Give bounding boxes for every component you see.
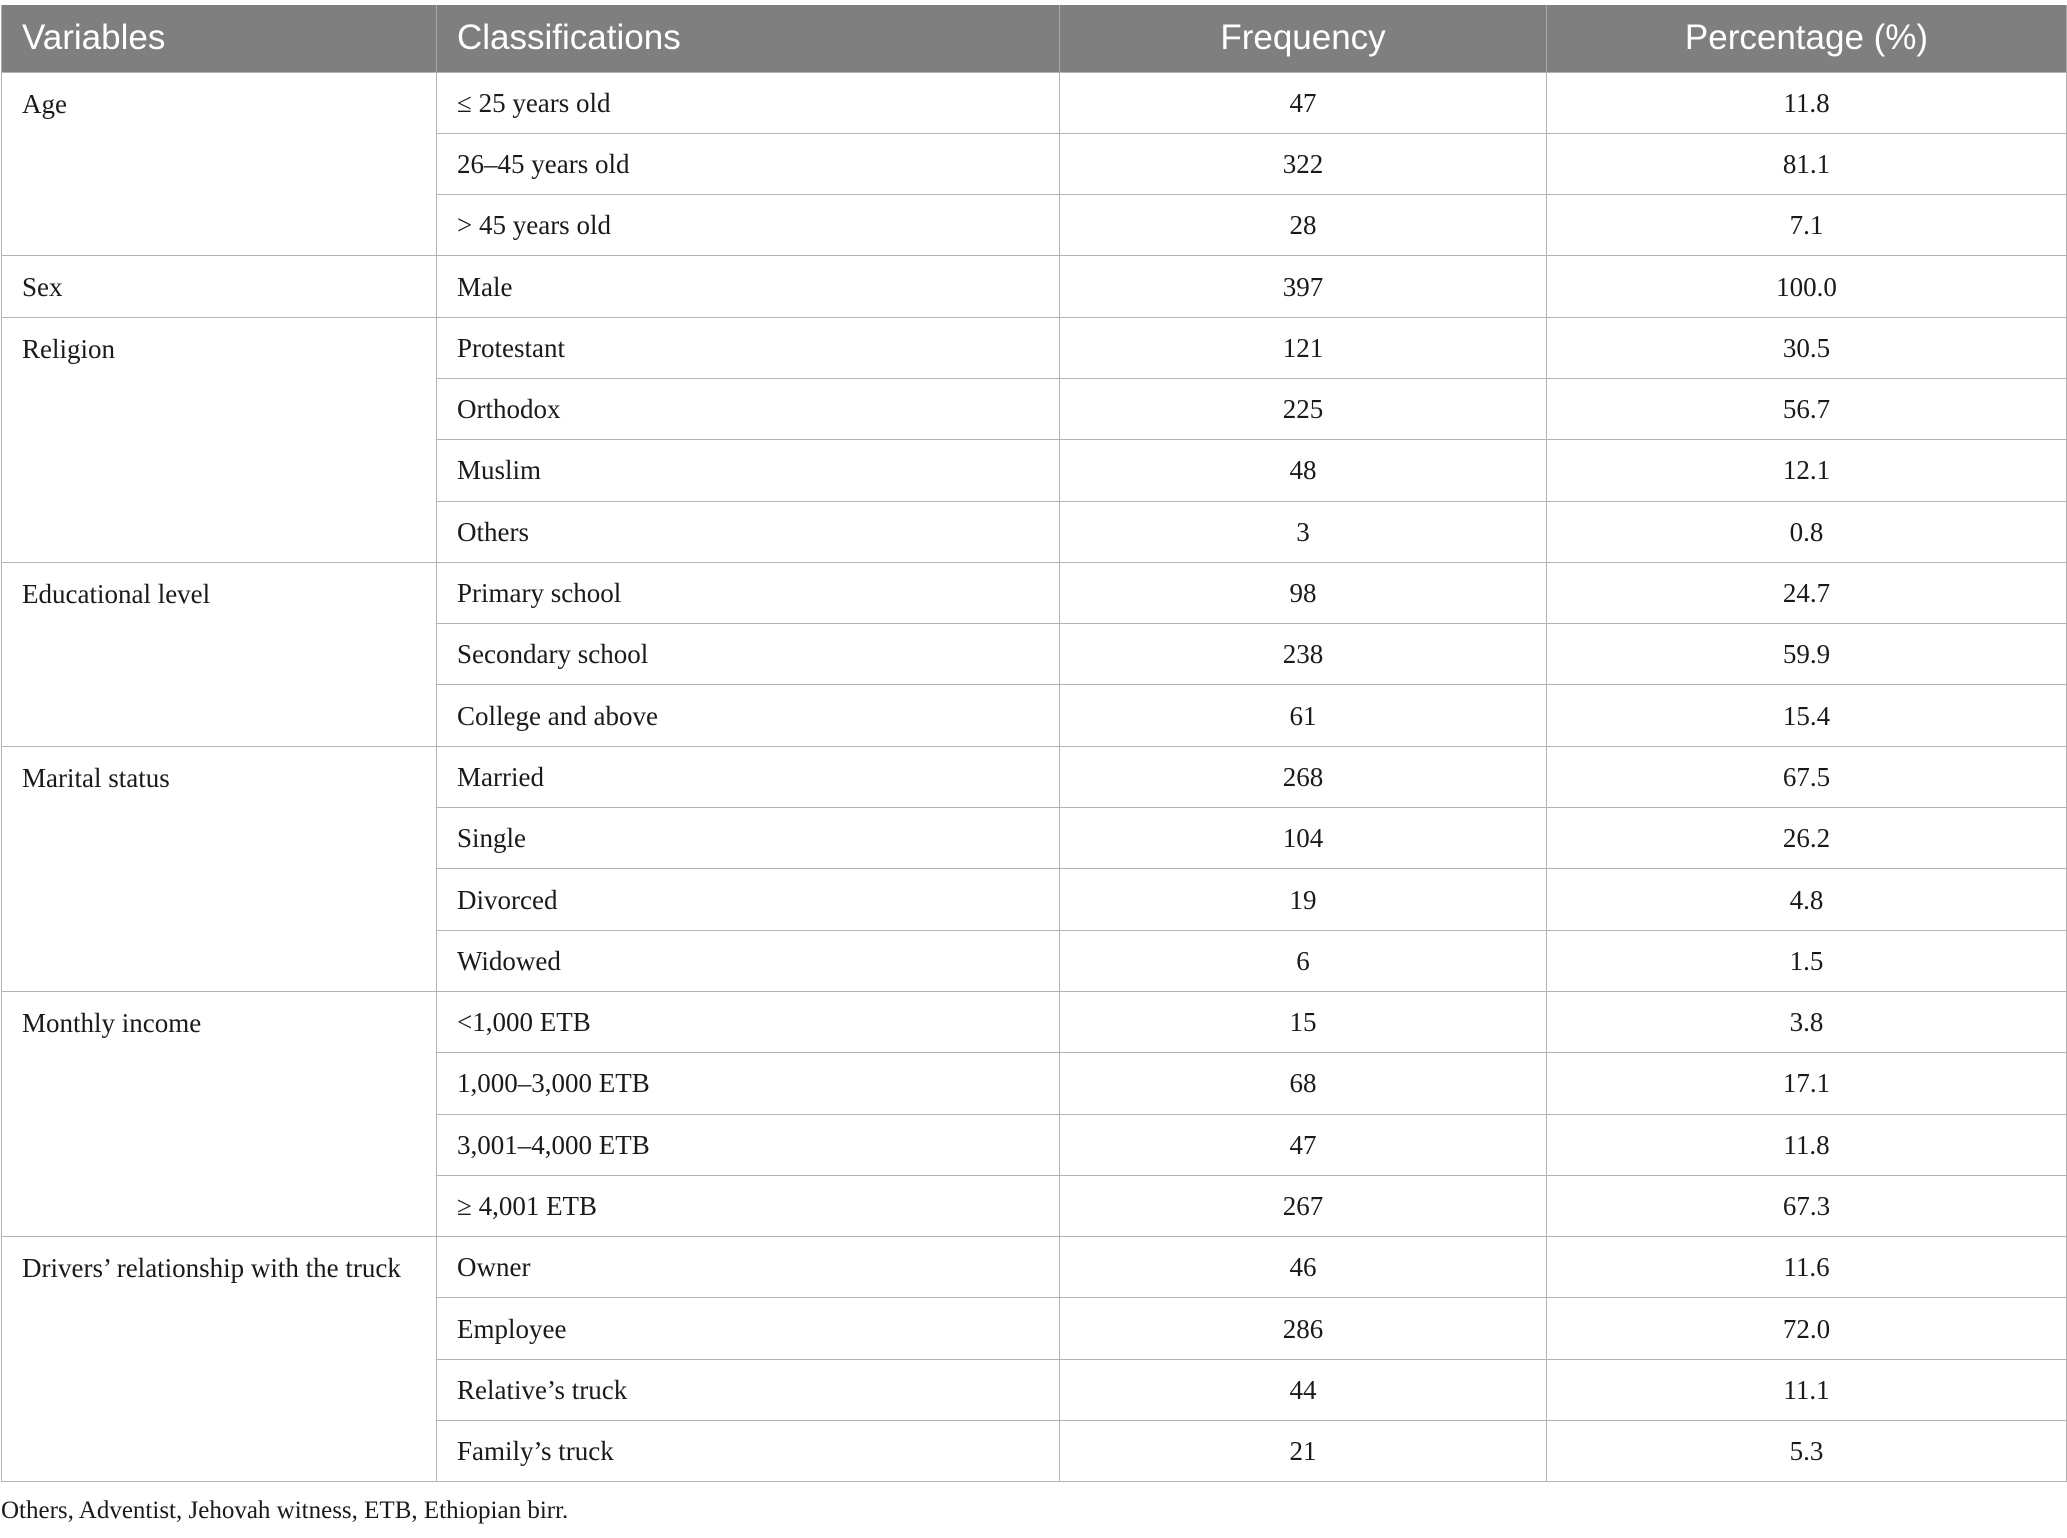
classification-cell: 1,000–3,000 ETB — [437, 1053, 1060, 1114]
frequency-cell: 268 — [1060, 746, 1547, 807]
variable-cell: Marital status — [2, 746, 437, 991]
header-variables: Variables — [2, 5, 437, 72]
variable-cell: Monthly income — [2, 991, 437, 1236]
classification-cell: Family’s truck — [437, 1421, 1060, 1482]
frequency-cell: 121 — [1060, 317, 1547, 378]
table-row — [2, 256, 2067, 317]
header-classifications: Classifications — [437, 5, 1060, 72]
frequency-cell: 47 — [1060, 72, 1547, 133]
percentage-cell: 26.2 — [1547, 808, 2067, 869]
percentage-cell: 72.0 — [1547, 1298, 2067, 1359]
percentage-cell: 5.3 — [1547, 1421, 2067, 1482]
classification-cell: College and above — [437, 685, 1060, 746]
demographics-table — [1, 5, 2067, 1482]
percentage-cell: 11.8 — [1547, 72, 2067, 133]
frequency-cell: 28 — [1060, 195, 1547, 256]
classification-cell: ≥ 4,001 ETB — [437, 1175, 1060, 1236]
percentage-cell: 12.1 — [1547, 440, 2067, 501]
classification-cell: Owner — [437, 1237, 1060, 1298]
classification-cell: Protestant — [437, 317, 1060, 378]
classification-cell: Muslim — [437, 440, 1060, 501]
classification-cell: 3,001–4,000 ETB — [437, 1114, 1060, 1175]
classification-cell: Relative’s truck — [437, 1359, 1060, 1420]
frequency-cell: 44 — [1060, 1359, 1547, 1420]
classification-cell: Orthodox — [437, 378, 1060, 439]
frequency-cell: 21 — [1060, 1421, 1547, 1482]
variable-cell: Drivers’ relationship with the truck — [2, 1237, 437, 1482]
frequency-cell: 3 — [1060, 501, 1547, 562]
percentage-cell: 0.8 — [1547, 501, 2067, 562]
frequency-cell: 15 — [1060, 991, 1547, 1052]
percentage-cell: 30.5 — [1547, 317, 2067, 378]
frequency-cell: 19 — [1060, 869, 1547, 930]
percentage-cell: 4.8 — [1547, 869, 2067, 930]
percentage-cell: 15.4 — [1547, 685, 2067, 746]
table-header — [2, 5, 2067, 72]
percentage-cell: 1.5 — [1547, 930, 2067, 991]
table-row — [2, 72, 2067, 133]
frequency-cell: 47 — [1060, 1114, 1547, 1175]
classification-cell: Others — [437, 501, 1060, 562]
percentage-cell: 67.5 — [1547, 746, 2067, 807]
table-footnote: Others, Adventist, Jehovah witness, ETB, Ethiopian birr. — [1, 1497, 569, 1524]
table-row — [2, 1237, 2067, 1298]
percentage-cell: 56.7 — [1547, 378, 2067, 439]
frequency-cell: 98 — [1060, 562, 1547, 623]
table-row — [2, 746, 2067, 807]
classification-cell: > 45 years old — [437, 195, 1060, 256]
header-row — [2, 5, 2067, 72]
percentage-cell: 59.9 — [1547, 624, 2067, 685]
percentage-cell: 11.8 — [1547, 1114, 2067, 1175]
frequency-cell: 225 — [1060, 378, 1547, 439]
percentage-cell: 24.7 — [1547, 562, 2067, 623]
variable-cell: Age — [2, 72, 437, 256]
variable-cell: Religion — [2, 317, 437, 562]
table-row — [2, 562, 2067, 623]
frequency-cell: 267 — [1060, 1175, 1547, 1236]
frequency-cell: 322 — [1060, 133, 1547, 194]
classification-cell: Married — [437, 746, 1060, 807]
classification-cell: Divorced — [437, 869, 1060, 930]
percentage-cell: 7.1 — [1547, 195, 2067, 256]
classification-cell: <1,000 ETB — [437, 991, 1060, 1052]
header-percentage: Percentage (%) — [1547, 5, 2067, 72]
frequency-cell: 6 — [1060, 930, 1547, 991]
classification-cell: 26–45 years old — [437, 133, 1060, 194]
percentage-cell: 17.1 — [1547, 1053, 2067, 1114]
frequency-cell: 48 — [1060, 440, 1547, 501]
percentage-cell: 11.1 — [1547, 1359, 2067, 1420]
frequency-cell: 46 — [1060, 1237, 1547, 1298]
frequency-cell: 238 — [1060, 624, 1547, 685]
classification-cell: ≤ 25 years old — [437, 72, 1060, 133]
frequency-cell: 397 — [1060, 256, 1547, 317]
percentage-cell: 3.8 — [1547, 991, 2067, 1052]
frequency-cell: 61 — [1060, 685, 1547, 746]
variable-cell: Educational level — [2, 562, 437, 746]
variable-cell: Sex — [2, 256, 437, 317]
percentage-cell: 11.6 — [1547, 1237, 2067, 1298]
table-row — [2, 991, 2067, 1052]
header-frequency: Frequency — [1060, 5, 1547, 72]
table-row — [2, 317, 2067, 378]
table-body — [2, 72, 2067, 1482]
frequency-cell: 104 — [1060, 808, 1547, 869]
percentage-cell: 100.0 — [1547, 256, 2067, 317]
classification-cell: Widowed — [437, 930, 1060, 991]
percentage-cell: 67.3 — [1547, 1175, 2067, 1236]
frequency-cell: 68 — [1060, 1053, 1547, 1114]
classification-cell: Secondary school — [437, 624, 1060, 685]
frequency-cell: 286 — [1060, 1298, 1547, 1359]
classification-cell: Employee — [437, 1298, 1060, 1359]
classification-cell: Male — [437, 256, 1060, 317]
classification-cell: Primary school — [437, 562, 1060, 623]
percentage-cell: 81.1 — [1547, 133, 2067, 194]
classification-cell: Single — [437, 808, 1060, 869]
